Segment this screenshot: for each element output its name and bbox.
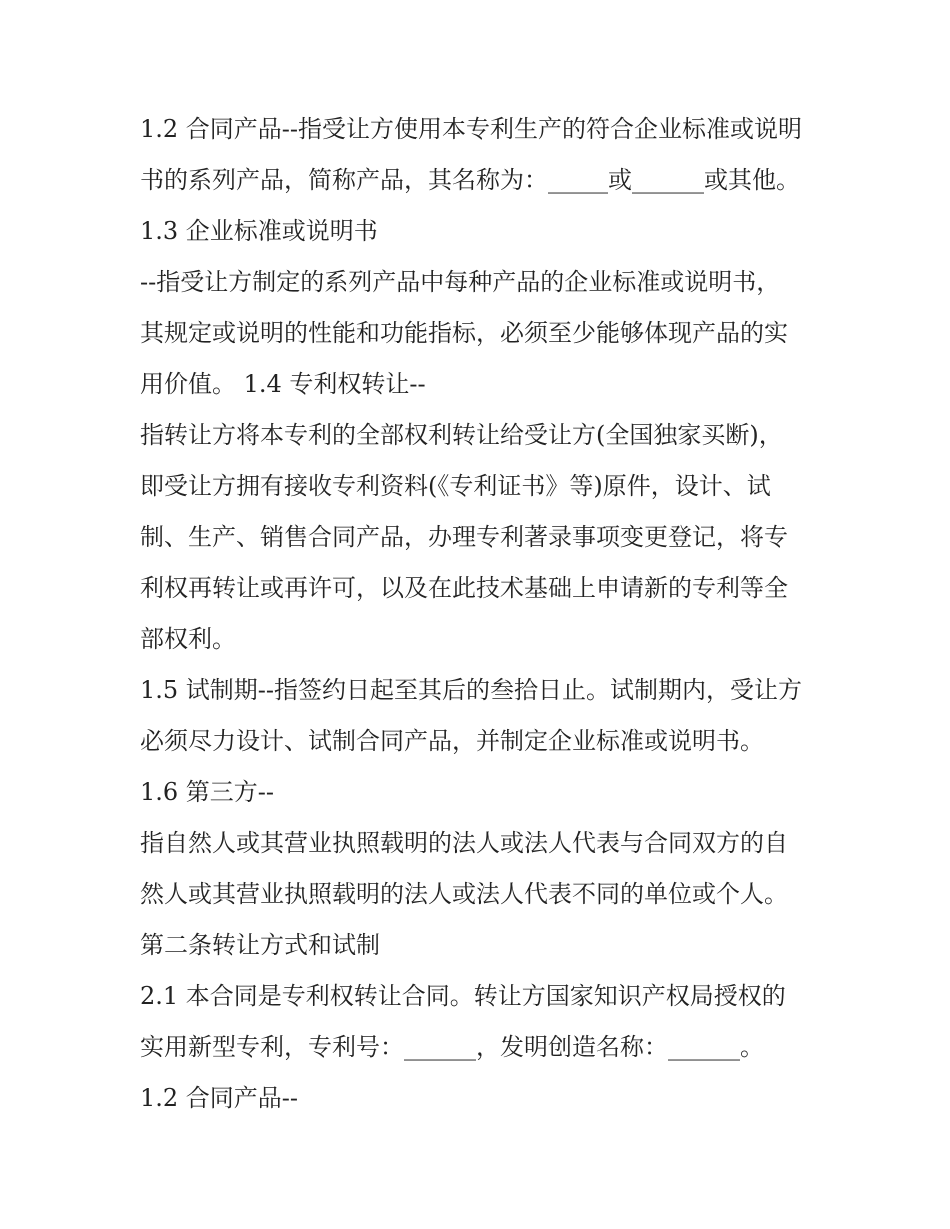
text-line: 利权再转让或再许可，以及在此技术基础上申请新的专利等全 xyxy=(140,574,788,602)
text-line: 部权利。 xyxy=(140,625,236,653)
text-line: --指受让方制定的系列产品中每种产品的企业标准或说明书， xyxy=(140,268,781,296)
text-line: 指自然人或其营业执照载明的法人或法人代表与合同双方的自 xyxy=(140,829,788,857)
text-line: 书的系列产品，简称产品，其名称为：_____或______或其他。 xyxy=(140,166,800,194)
text-line: 其规定或说明的性能和功能指标，必须至少能够体现产品的实 xyxy=(140,319,788,347)
text-line: 然人或其营业执照载明的法人或法人代表不同的单位或个人。 xyxy=(140,880,788,908)
text-line: 1.6 第三方-- xyxy=(140,778,275,806)
text-line: 即受让方拥有接收专利资料(《专利证书》等)原件，设计、试 xyxy=(140,472,771,500)
document-body xyxy=(140,104,820,1124)
text-line: 指转让方将本专利的全部权利转让给受让方(全国独家买断)， xyxy=(140,421,783,449)
text-line: 制、生产、销售合同产品，办理专利著录事项变更登记，将专 xyxy=(140,523,788,551)
text-line: 1.2 合同产品--指受让方使用本专利生产的符合企业标准或说明 xyxy=(140,115,803,143)
text-line: 实用新型专利，专利号：______，发明创造名称：______。 xyxy=(140,1033,764,1061)
text-line: 2.1 本合同是专利权转让合同。转让方国家知识产权局授权的 xyxy=(140,982,786,1010)
text-line: 必须尽力设计、试制合同产品，并制定企业标准或说明书。 xyxy=(140,727,764,755)
text-line: 第二条转让方式和试制 xyxy=(140,931,380,959)
text-line: 用价值。 1.4 专利权转让-- xyxy=(140,370,426,398)
text-line: 1.3 企业标准或说明书 xyxy=(140,217,378,245)
text-line: 1.2 合同产品-- xyxy=(140,1084,299,1112)
text-line: 1.5 试制期--指签约日起至其后的叁拾日止。试制期内，受让方 xyxy=(140,676,803,704)
